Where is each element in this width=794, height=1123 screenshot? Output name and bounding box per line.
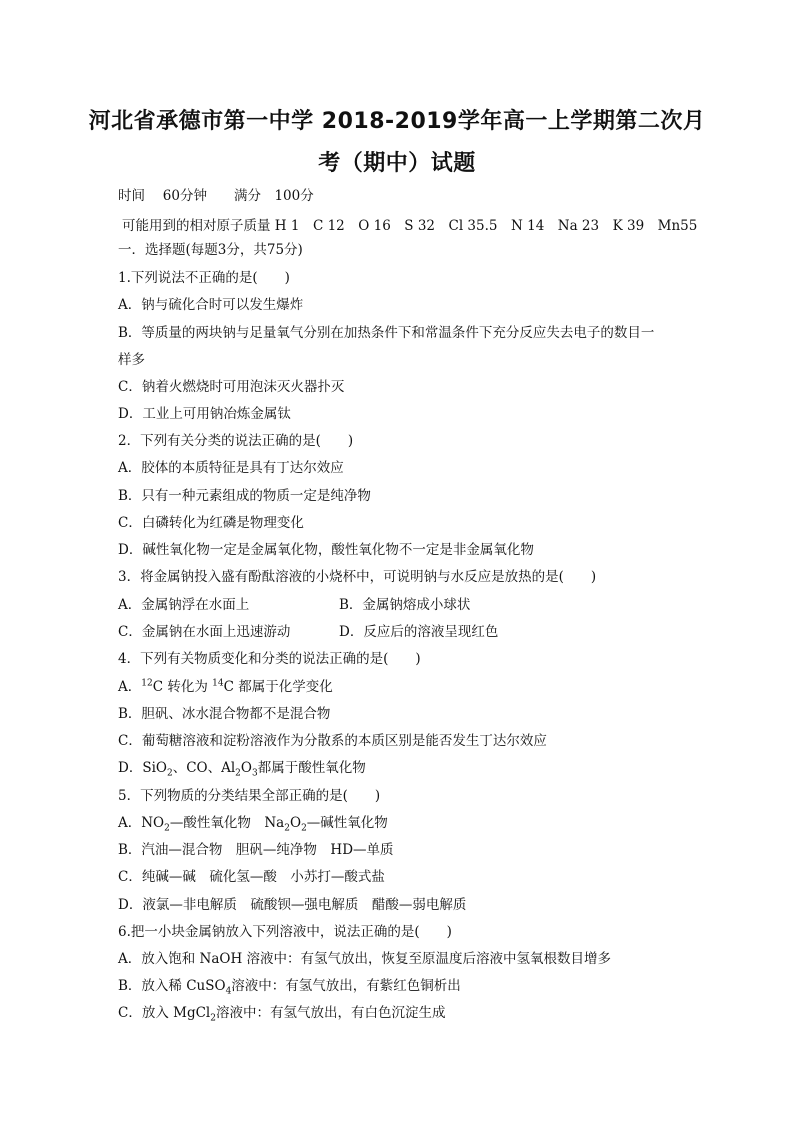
- q4-option-c: C．葡萄糖溶液和淀粉溶液作为分散系的本质区别是能否发生丁达尔效应: [118, 733, 547, 749]
- q4-d-sub1: 2: [166, 768, 173, 779]
- exam-title-line1: 河北省承德市第一中学 2018-2019学年高一上学期第二次月: [88, 109, 706, 134]
- q2-option-b: B．只有一种元素组成的物质一定是纯净物: [118, 488, 371, 504]
- q3-option-c: C．金属钠在水面上迅速游动: [118, 624, 291, 640]
- q1-option-b: B．等质量的两块钠与足量氧气分别在加热条件下和常温条件下充分反应失去电子的数目一: [118, 325, 655, 341]
- q5-option-c: C．纯碱—碱 硫化氢—酸 小苏打—酸式盐: [118, 869, 385, 885]
- q4-d-sub3: 3: [251, 768, 258, 779]
- q2-option-d: D．碱性氧化物一定是金属氧化物，酸性氧化物不一定是非金属氧化物: [118, 542, 534, 558]
- q4-d-part3: O: [240, 760, 252, 776]
- q5-a-sub3: 2: [301, 823, 307, 834]
- q1-option-a: A．钠与硫化合时可以发生爆炸: [118, 297, 304, 313]
- q6-c-part2: 溶液中：有氢气放出，有白色沉淀生成: [215, 1005, 446, 1021]
- q6-b-part2: 溶液中：有氢气放出，有紫红色铜析出: [231, 978, 461, 994]
- q4-d-part2: 、CO、Al: [172, 760, 236, 776]
- q1-stem: 1.下列说法不正确的是( ): [118, 270, 290, 286]
- q3-option-d: D．反应后的溶液呈现红色: [339, 624, 499, 640]
- q6-stem: 6.把一小块金属钠放入下列溶液中，说法正确的是( ): [118, 924, 452, 940]
- q5-a-part3: O: [289, 815, 302, 831]
- q5-option-d: D．液氯—非电解质 硫酸钡—强电解质 醋酸—弱电解质: [118, 897, 467, 913]
- atomic-masses: 可能用到的相对原子质量 H 1 C 12 O 16 S 32 Cl 35.5 N 14 Na 23 K 39 Mn55: [122, 218, 698, 234]
- q6-option-c: [118, 1004, 445, 1022]
- exam-info: 时间 60分钟 满分 100分: [118, 188, 314, 204]
- q1-option-d: D．工业上可用钠冶炼金属钛: [118, 406, 291, 422]
- q4-option-b: B．胆矾、冰水混合物都不是混合物: [118, 706, 331, 722]
- q6-option-b: [118, 977, 461, 995]
- q6-option-a: A．放入饱和 NaOH 溶液中：有氢气放出，恢复至原温度后溶液中氢氧根数目增多: [118, 951, 612, 967]
- q1-option-c: C．钠着火燃烧时可用泡沫灭火器扑灭: [118, 379, 345, 395]
- q5-a-sub2: 2: [284, 823, 290, 834]
- q4-a-middle: C 转化为: [152, 679, 213, 695]
- q5-a-part2: —酸性氧化物 Na: [169, 815, 285, 831]
- q4-a-suffix: C 都属于化学变化: [223, 679, 333, 695]
- q5-a-part4: —碱性氧化物: [306, 815, 388, 831]
- q2-stem: 2．下列有关分类的说法正确的是( ): [118, 433, 354, 449]
- q2-option-c: C．白磷转化为红磷是物理变化: [118, 515, 304, 531]
- q2-option-a: A．胶体的本质特征是具有丁达尔效应: [118, 460, 344, 476]
- q4-d-part4: 都属于酸性氧化物: [257, 760, 366, 776]
- q5-a-sub1: 2: [164, 823, 170, 834]
- q4-a-isotope-14: 14: [212, 678, 224, 689]
- q4-d-part1: D．SiO: [118, 760, 167, 776]
- exam-title-line2: 考（期中）试题: [318, 151, 476, 176]
- q3-option-b: B．金属钠熔成小球状: [339, 597, 471, 613]
- q6-b-part1: B．放入稀 CuSO: [118, 978, 226, 994]
- q6-c-sub: 2: [210, 1013, 216, 1024]
- q4-d-sub2: 2: [235, 768, 241, 779]
- q4-stem: 4．下列有关物质变化和分类的说法正确的是( ): [118, 651, 421, 667]
- q3-option-a: A．金属钠浮在水面上: [118, 597, 250, 613]
- q6-b-sub: 4: [225, 986, 232, 997]
- section-heading: 一．选择题(每题3分，共75分): [118, 242, 303, 258]
- q4-a-prefix: A．: [118, 679, 142, 695]
- q5-a-part1: A．NO: [118, 815, 165, 831]
- q6-c-part1: C．放入 MgCl: [118, 1005, 211, 1021]
- q5-stem: 5．下列物质的分类结果全部正确的是( ): [118, 788, 381, 804]
- q5-option-a: [118, 814, 388, 832]
- q4-a-isotope-12: 12: [141, 678, 153, 689]
- q1-option-b-cont: 样多: [118, 352, 145, 368]
- q3-stem: 3．将金属钠投入盛有酚酞溶液的小烧杯中，可说明钠与水反应是放热的是( ): [118, 569, 597, 585]
- q4-option-a: [118, 678, 333, 696]
- q4-option-d: [118, 759, 366, 777]
- q5-option-b: B．汽油—混合物 胆矾—纯净物 HD—单质: [118, 842, 394, 858]
